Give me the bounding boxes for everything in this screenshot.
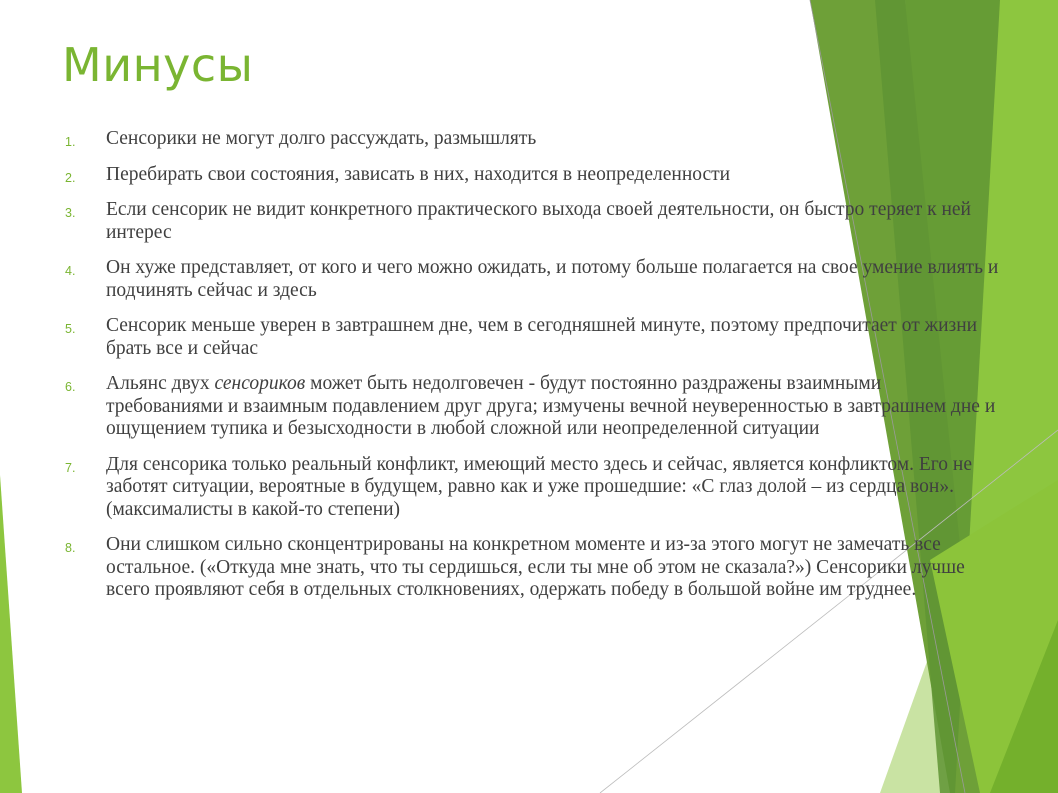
list-number: 1. — [65, 135, 76, 149]
list-number: 5. — [65, 322, 76, 336]
list-number: 4. — [65, 264, 76, 278]
list-item-text-start: Альянс двух — [106, 373, 215, 394]
list-item — [62, 199, 1002, 244]
list-number: 2. — [65, 170, 76, 185]
list-item-text: Для сенсорика только реальный конфликт, имеющий место здесь и сейчас, является конфликтом. Его не заботят ситуации, вероятные в будущем, равно как и уже прошедшие: «С глаз долой – из сердца вон». (максималисты в какой-то степени) — [106, 453, 972, 520]
list-number: 8. — [65, 541, 76, 555]
list-item-text: Перебирать свои состояния, зависать в них, находится в неопределенности — [106, 163, 731, 185]
list-item-text-end: может быть недолговечен - будут постоянно раздражены взаимными требованиями и взаимным подавлением друг друга; измучены вечной неуверенностью в завтрашнем дне и ощущением тупика и безысходности в любой сложной или неопределенной ситуации — [106, 373, 996, 439]
list-item-text: Сенсорик меньше уверен в завтрашнем дне, чем в сегодняшней минуте, поэтому предпочитает от жизни брать все и сейчас — [106, 315, 978, 359]
list-number: 6. — [65, 380, 76, 394]
numbered-list — [62, 128, 1002, 615]
list-item — [62, 373, 1002, 441]
list-item — [62, 128, 1002, 151]
list-item — [62, 257, 1002, 302]
list-item-text: Он хуже представляет, от кого и чего можно ожидать, и потому больше полагается на свое умение влиять и подчинять сейчас и здесь — [106, 257, 999, 301]
list-item — [62, 534, 1002, 602]
list-item — [62, 164, 1002, 187]
list-item-emphasis: сенсориков — [214, 373, 306, 394]
list-item-text — [106, 373, 995, 439]
list-number: 7. — [65, 460, 76, 475]
list-item — [62, 315, 1002, 360]
list-item-text: Если сенсорик не видит конкретного практического выхода своей деятельности, он быстро теряет к ней интерес — [106, 199, 971, 243]
list-item-text: Они слишком сильно сконцентрированы на конкретном моменте и из-за этого могут не замечать все остальное. («Откуда мне знать, что ты сердишься, если ты мне об этом не сказала?») Сенсорики лучше всего проявляют себя в отдельных столкновениях, одержать победу в большой войне им труднее. — [106, 534, 965, 600]
list-number: 3. — [65, 206, 76, 220]
list-item — [62, 454, 1002, 522]
left-green-shard — [0, 475, 22, 793]
list-item-text: Сенсорики не могут долго рассуждать, размышлять — [106, 128, 537, 149]
slide-title: Минусы — [62, 38, 254, 92]
